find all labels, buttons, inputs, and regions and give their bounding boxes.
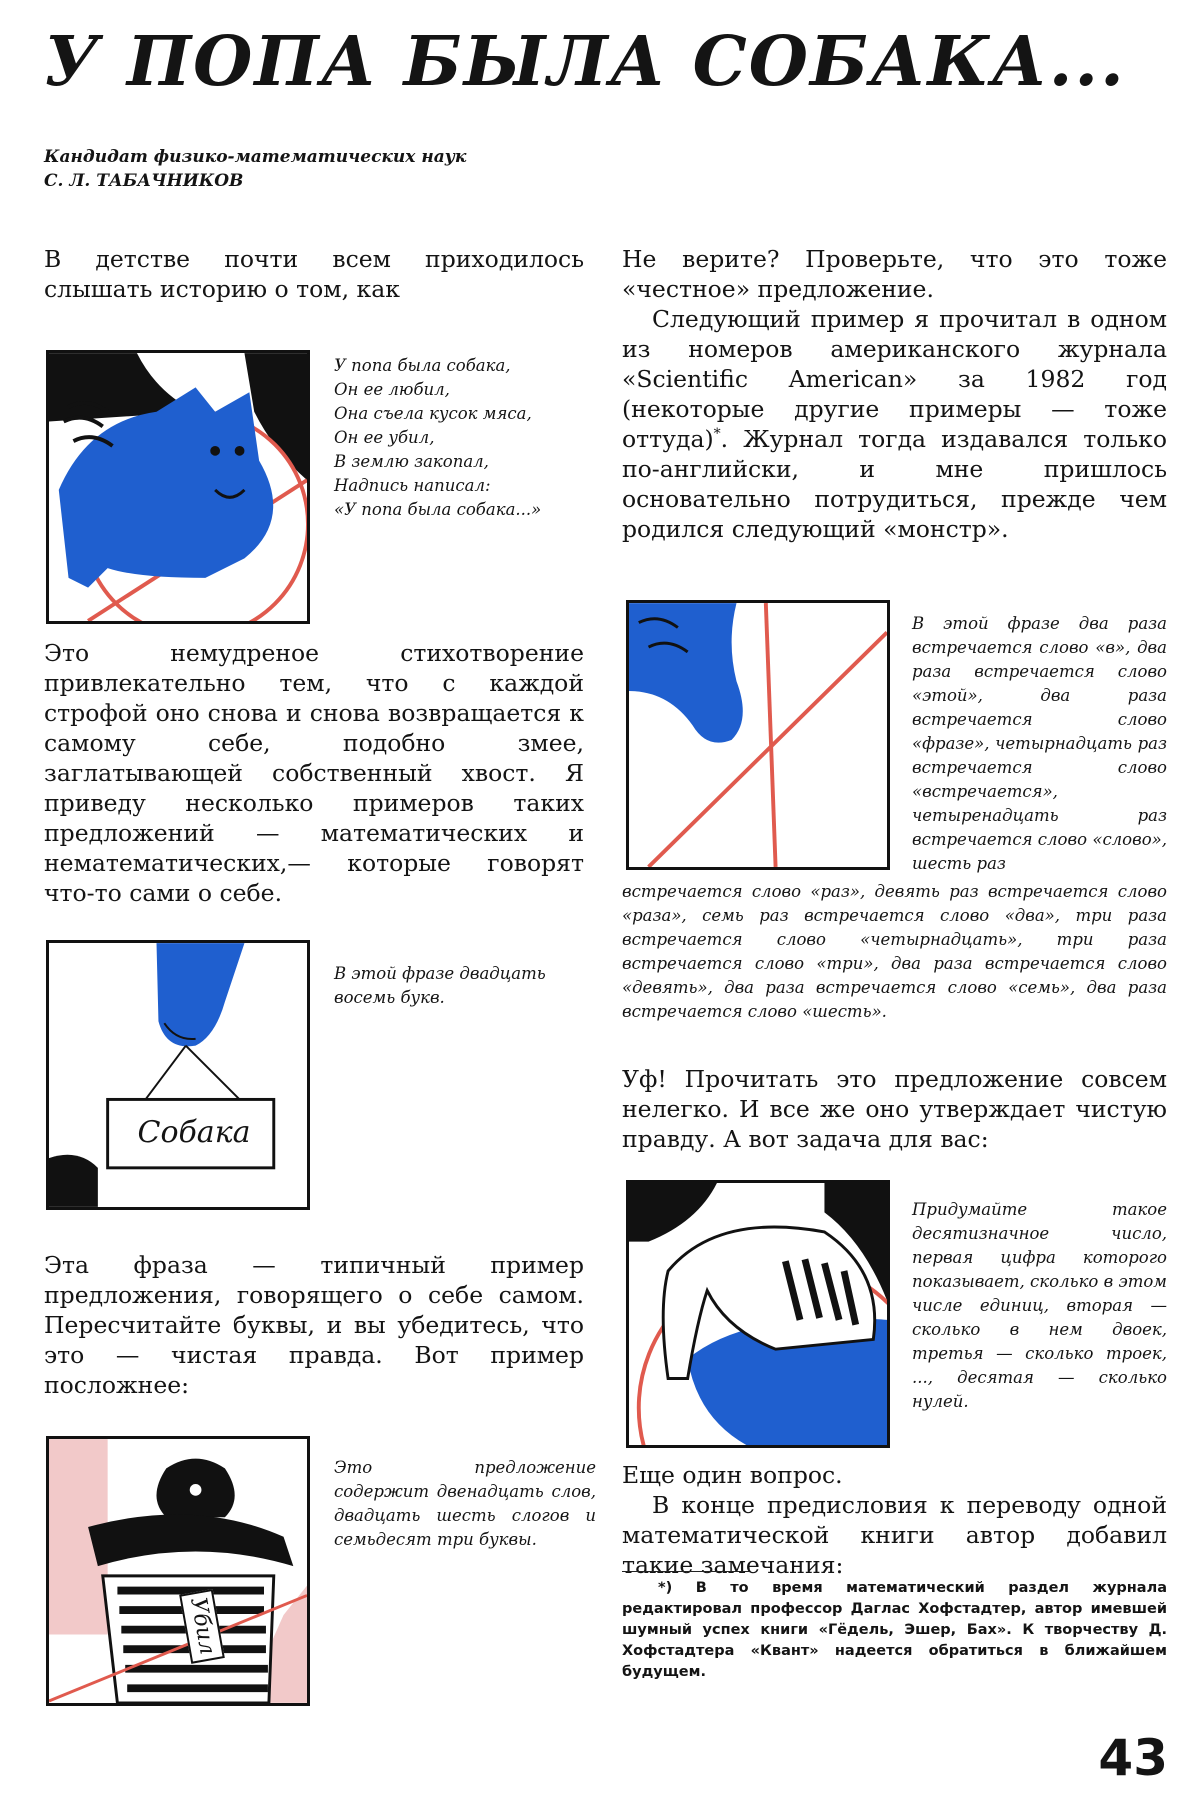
poem-line: Надпись написал: — [334, 476, 491, 495]
footnote — [622, 1578, 1167, 1683]
poem-line: Она съела кусок мяса, — [334, 404, 532, 423]
priest-drawing — [49, 1439, 307, 1703]
poem-line: У попа была собака, — [334, 356, 511, 375]
paragraph-another-question: Еще один вопрос. — [622, 1461, 843, 1489]
paragraph-check: Не верите? Проверьте, что это тоже «честное» предложение. — [622, 245, 1167, 303]
poem-line: Он ее убил, — [334, 428, 435, 447]
page-number: 43 — [1098, 1729, 1168, 1787]
intro-paragraph: В детстве почти всем приходилось слышать историю о том, как — [44, 245, 584, 303]
caption-word-count: Это предложение содержит двенадцать слов, двадцать шесть слогов и семьдесят три буквы. — [334, 1458, 596, 1549]
hand-drawing — [629, 1183, 887, 1445]
sign-illustration — [46, 940, 310, 1210]
caption-monster-continued: встречается слово «раз», девять раз встречается слово «раза», семь раз встречается слово «два», три раза встречается слово «четырнадцать», три раза встречается слово «три», два раза встречается слово «девять», два раза встречается слово «семь», два раза встречается слово «шесть». — [622, 882, 1167, 1021]
paw-illustration — [626, 600, 890, 870]
sa-text-a: Следующий пример я прочитал в одном из номеров американского журнала «Scientific American» за 1982 год (некоторые другие примеры — тоже оттуда) — [622, 305, 1167, 453]
dog-illustration — [46, 350, 310, 624]
author-byline — [44, 145, 466, 193]
footnote-marker: *) — [658, 1580, 673, 1596]
poem-line: В землю закопал, — [334, 452, 489, 471]
paragraph-typical-example: Эта фраза — типичный пример предложения, говорящего о себе самом. Пересчитайте буквы, и вы убедитесь, что это — чистая правда. Вот пример посложнее: — [44, 1251, 584, 1399]
sa-text-b: . Журнал тогда издавался только по-английски, и мне пришлось основательно потрудиться, прежде чем родился следующий «монстр». — [622, 425, 1167, 543]
hand-illustration — [626, 1180, 890, 1448]
caption-monster-side: В этой фразе два раза встречается слово «в», два раза встречается слово «этой», два раза встречается слово «фразе», четырнадцать раз встречается слово «встречается», четыренадцать раз встречается слово «слово», шесть раз — [912, 614, 1167, 873]
author-name: С. Л. ТАБАЧНИКОВ — [44, 171, 244, 191]
priest-illustration — [46, 1436, 310, 1706]
paragraph-preface: В конце предисловия к переводу одной математической книги автор добавил такие замечания: — [622, 1491, 1167, 1579]
dog-drawing — [49, 353, 307, 621]
sign-drawing — [49, 943, 307, 1207]
footnote-mark: * — [713, 426, 721, 443]
footnote-rule — [622, 1571, 750, 1572]
paw-drawing — [629, 603, 887, 867]
sign-label: Собака — [137, 1115, 251, 1150]
caption-letter-count: В этой фразе двадцать восемь букв. — [334, 964, 546, 1007]
author-degree: Кандидат физико-математических наук — [44, 147, 467, 167]
page-title: У ПОПА БЫЛА СОБАКА... — [44, 22, 1126, 102]
poem-line: «У попа была собака...» — [334, 500, 542, 519]
killed-label: Убил — [179, 1589, 225, 1663]
poem — [334, 354, 596, 522]
paragraph-scientific-american — [622, 304, 1167, 544]
task-text: Придумайте такое десятизначное число, первая цифра которого показывает, сколько в этом числе единиц, вторая — сколько в нем двоек, третья — сколько троек, ..., десятая — сколько нулей. — [912, 1200, 1167, 1411]
paragraph-self-reference: Это немудреное стихотворение привлекательно тем, что с каждой строфой оно снова и снова возвращается к самому себе, подобно змее, заглатывающей собственный хвост. Я приведу несколько примеров таких предложений — математических и нематематических,— которые говорят что-то сами о себе. — [44, 639, 584, 907]
footnote-text: В то время математический раздел журнала редактировал профессор Даглас Хофстадтер, автор имевшей шумный успех книги «Гёдель, Эшер, Бах». К творчеству Д. Хофстадтера «Квант» надеется обратиться в ближайшем будущем. — [622, 1580, 1167, 1680]
poem-line: Он ее любил, — [334, 380, 450, 399]
paragraph-uf: Уф! Прочитать это предложение совсем нелегко. И все же оно утверждает чистую правду. А вот задача для вас: — [622, 1065, 1167, 1153]
